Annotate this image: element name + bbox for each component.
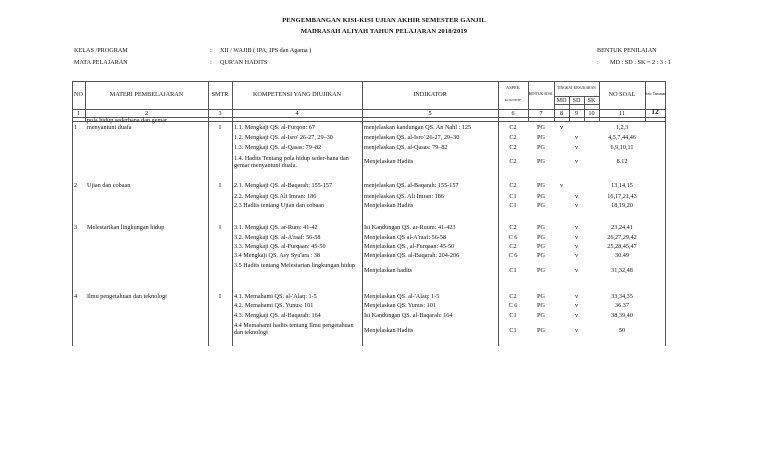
row-no-soal: 18,19,20 <box>611 202 633 209</box>
row-sd: v <box>574 193 579 200</box>
row-no: 3 <box>74 224 78 231</box>
kelas-value: XII / WAJIB ( IPA, IPS dan Agama ) <box>220 47 312 54</box>
colnum-6: 6 <box>511 110 515 117</box>
row-sd: v <box>574 134 579 141</box>
row-bentuk: PG <box>537 224 545 231</box>
row-kompetensi: 2.2. Mengkaji QS.Ali Imran: 186 <box>234 193 317 200</box>
row-aspek: C2 <box>509 134 517 141</box>
row-materi: Melestarikan lingkungan hidup <box>87 224 165 231</box>
header-sd: SD <box>572 97 581 104</box>
doc-title-line2: MADRASAH ALIYAH TAHUN PELAJARAN 2018/2019 <box>300 28 468 35</box>
header-indikator: INDIKATOR <box>413 91 447 98</box>
row-sd: v <box>574 224 579 231</box>
row-bentuk: PG <box>537 252 545 259</box>
colnum-12: 12 <box>651 108 659 116</box>
colnum-4: 4 <box>295 110 299 117</box>
row-sd: v <box>574 312 579 319</box>
header-ket: Ketr. Tanaman <box>645 92 667 96</box>
row-sd: v <box>574 267 579 274</box>
row-indikator: Isi Kandungan QS. ar-Ruum: 41-423 <box>364 224 456 231</box>
row-indikator: Menjelaskan Hadits <box>364 327 414 334</box>
header-no-soal: NO SOAL <box>608 91 636 98</box>
row-indikator: Menjelaskan QS., al-Furqaan: 45-50 <box>364 243 455 250</box>
row-indikator: Menjelaskan hadits <box>364 267 412 274</box>
colnum-11: 11 <box>619 110 625 117</box>
header-kognitif: KOGNITIF <box>504 98 521 102</box>
row-kompetensi: 1.4. Hadits Tentang pola hidup seder-hana dan gemar menyantuni duafa. <box>234 155 349 169</box>
row-smtr: I <box>218 124 222 131</box>
row-indikator: Menjelaskan QS. al-Baqarah: 204-206 <box>364 252 460 259</box>
row-indikator: Menjelaskan QS. al-'Alaq: 1-5 <box>364 293 440 300</box>
row-bentuk: PG <box>537 312 545 319</box>
row-aspek: C2 <box>509 224 517 231</box>
row-no: 4 <box>74 293 78 300</box>
row-no-soal: 13,14,15 <box>611 182 633 189</box>
row-bentuk: PG <box>537 234 545 241</box>
row-sd: v <box>574 293 579 300</box>
row-sd: v <box>574 202 579 209</box>
header-no: NO <box>74 91 83 98</box>
row-indikator: Isi Kandungan QS. al-Baqarah: 164 <box>364 312 453 319</box>
row-bentuk: PG <box>537 193 545 200</box>
row-indikator: Menjelaskan QS. Yunus: 101 <box>364 302 436 309</box>
row-aspek: C2 <box>509 124 517 131</box>
header-bentuk-soal: BENTUK SOAL <box>528 92 554 96</box>
row-no-soal: 50 <box>618 327 626 334</box>
bentuk-penilaian-value: MD : SD : SK = 2 : 3 : 1 <box>610 59 671 66</box>
row-sd: v <box>574 144 579 151</box>
row-smtr: I <box>218 182 222 189</box>
row-bentuk: PG <box>537 182 545 189</box>
mapel-colon: : <box>210 59 212 66</box>
row-aspek: C 6 <box>508 234 518 241</box>
row-smtr: I <box>218 224 222 231</box>
row-sd: v <box>574 302 579 309</box>
row-sd: v <box>574 234 579 241</box>
row-bentuk: PG <box>537 293 545 300</box>
row-aspek: C1 <box>509 312 517 319</box>
row-md: v <box>559 182 564 189</box>
row-indikator: menjelaskan QS. al-Qasas: 79–82 <box>364 144 448 151</box>
row-no-soal: 36.37 <box>615 302 629 309</box>
row-indikator: Menjelaskan Hadits <box>364 202 414 209</box>
row-no-soal: 31,32,48 <box>611 267 633 274</box>
row-kompetensi: 1.1. Mengkaji QS. al-Furqon: 67 <box>234 124 315 131</box>
row-aspek: C1 <box>509 202 517 209</box>
row-kompetensi: 1.2. Mengkaji QS. al-Isro' 26-27, 29–30 <box>234 134 333 141</box>
row-bentuk: PG <box>537 302 545 309</box>
row-no-soal: 23,24,41 <box>611 224 633 231</box>
row-indikator: menjelaskan QS. al-Isro' 26-27, 29–30 <box>364 134 460 141</box>
colnum-7: 7 <box>539 110 543 117</box>
row-aspek: C2 <box>509 243 517 250</box>
header-aspek: ASPEK <box>506 85 520 90</box>
row-indikator: Menjelaskan Hadits <box>364 158 414 165</box>
row-no-soal: 26,27,29,42 <box>607 234 637 241</box>
row-materi: Ujian dan cobaan <box>87 182 131 189</box>
row-bentuk: PG <box>537 124 545 131</box>
row-aspek: C2 <box>509 182 517 189</box>
row-md: v <box>559 124 564 131</box>
colnum-1: 1 <box>76 110 81 117</box>
row-kompetensi: 4.4 Memahami hadits tentang Ilmu pengetahuan dan teknologi <box>234 322 354 336</box>
row-kompetensi: 3.1. Mengkaji QS. ar-Rum: 41-42 <box>234 224 318 231</box>
row-no: 1 <box>74 124 78 131</box>
header-materi: MATERI PEMBELAJARAN <box>109 91 184 98</box>
kelas-colon: : <box>210 47 212 54</box>
mapel-value: QUR'AN HADITS <box>220 59 268 66</box>
colnum-5: 5 <box>428 110 432 117</box>
kelas-label: KELAS /PROGRAM <box>74 47 128 54</box>
header-kompetensi: KOMPETENSI YANG DIUJIKAN <box>252 91 342 98</box>
row-no-soal: 25,28,45,47 <box>607 243 637 250</box>
row-materi: pola hidup sederhana dan gemar menyantuni duafa <box>87 117 168 131</box>
row-kompetensi: 1.3. Mengkaji QS. al-Qasas: 79–82 <box>234 144 322 151</box>
row-no-soal: 38,39,40 <box>611 312 633 319</box>
row-sd: v <box>574 243 579 250</box>
row-indikator: menjelaskan QS. Ali Imran: 186 <box>364 193 444 200</box>
row-aspek: C 6 <box>508 252 518 259</box>
row-kompetensi: 3.4 Mengkaji QS. Asy Syu'ara : 38 <box>234 252 321 259</box>
row-kompetensi: 4.2. Memahami QS. Yunus: 101 <box>234 302 314 309</box>
doc-title-line1: PENGEMBANGAN KISI-KISI UJIAN AKHIR SEMESTER GANJIL <box>282 17 486 24</box>
row-bentuk: PG <box>537 134 545 141</box>
row-kompetensi: 2.1. Mengkaji QS. al-Baqarah: 155-157 <box>234 182 333 189</box>
row-aspek: C2 <box>509 158 517 165</box>
row-kompetensi: 3.2. Mengkaji QS. al-A'raaf: 56-58 <box>234 234 321 241</box>
row-kompetensi: 3.5 Hadits tentang Melestarian lingkungan hidup <box>234 262 355 269</box>
row-indikator: menjelaskan QS. al-Baqarah: 155-157 <box>364 182 459 189</box>
colnum-3: 3 <box>218 110 222 117</box>
row-aspek: C2 <box>509 144 517 151</box>
row-no-soal: 8.12 <box>616 158 628 165</box>
mapel-label: MATA PELAJARAN <box>74 59 128 66</box>
row-aspek: C1 <box>509 267 517 274</box>
row-kompetensi: 4.1. Memahami QS. al-'Alaq: 1-5 <box>234 293 317 300</box>
row-bentuk: PG <box>537 267 545 274</box>
colnum-9: 9 <box>574 110 579 117</box>
bentuk-penilaian-colon: : <box>597 59 599 66</box>
row-sd: v <box>574 327 579 334</box>
row-kompetensi: 3.3. Mengkaji QS. al-Furqaan: 45-50 <box>234 243 326 250</box>
row-no-soal: 33,34,35 <box>611 293 633 300</box>
header-smtr: SMTR <box>211 91 229 98</box>
row-kompetensi: 4.3. Mengkaji QS. al-Baqarah: 164 <box>234 312 321 319</box>
row-aspek: C 6 <box>508 302 518 309</box>
row-bentuk: PG <box>537 144 545 151</box>
row-materi: Ilmu pengetahuan dan teknologi <box>87 293 167 300</box>
header-md: MD <box>556 97 567 104</box>
row-aspek: C1 <box>509 327 517 334</box>
row-no-soal: 16,17,21,43 <box>607 193 637 200</box>
row-bentuk: PG <box>537 202 545 209</box>
row-bentuk: PG <box>537 327 545 334</box>
row-bentuk: PG <box>537 243 545 250</box>
row-no-soal: 4,5,7,44,46 <box>608 134 636 141</box>
row-kompetensi: 2.3 Hadits tentang Ujian dan cobaan <box>234 202 325 209</box>
row-sd: v <box>574 158 579 165</box>
row-sd: v <box>574 252 579 259</box>
row-aspek: C2 <box>509 293 517 300</box>
row-indikator: menjelaskan kandungan QS. An Nahl : 125 <box>364 124 472 131</box>
row-aspek: C1 <box>509 193 517 200</box>
row-bentuk: PG <box>537 158 545 165</box>
colnum-8: 8 <box>559 110 564 117</box>
header-sk: SK <box>587 97 596 104</box>
bentuk-penilaian-label: BENTUK PENILAIAN <box>597 47 657 54</box>
row-no: 2 <box>74 182 78 189</box>
row-no-soal: 30.49 <box>615 252 629 259</box>
header-tingkat-kesukaran: TINGKAT KESUKARAN <box>557 86 596 90</box>
colnum-10: 10 <box>588 110 595 117</box>
row-no-soal: 1,2,3 <box>615 124 629 131</box>
row-no-soal: 6,9,10,11 <box>610 144 634 151</box>
row-indikator: Menjelaskan QS al-A'raaf: 56-58 <box>364 234 447 241</box>
colnum-2: 2 <box>144 110 149 117</box>
row-smtr: I <box>218 293 222 300</box>
